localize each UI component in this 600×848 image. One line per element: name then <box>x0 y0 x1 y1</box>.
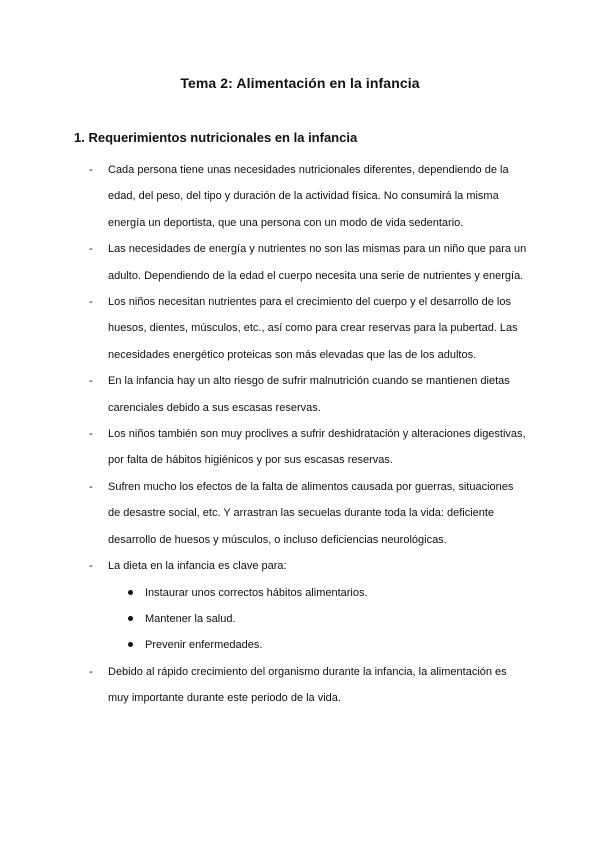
sub-list-item <box>0 580 600 606</box>
list-item-text: En la infancia hay un alto riesgo de sufrir malnutrición cuando se mantienen dietas carenciales debido a sus escasas reservas. <box>108 375 510 414</box>
sub-list-item-text: Mantener la salud. <box>145 612 236 625</box>
list-item <box>0 474 600 553</box>
dash-marker: - <box>89 428 93 441</box>
list-item-text: Debido al rápido crecimiento del organismo durante la infancia, la alimentación es muy importante durante este periodo de la vida. <box>108 665 507 705</box>
list-item <box>0 421 600 474</box>
list-item <box>0 659 600 712</box>
list-item <box>0 368 600 421</box>
list-item <box>0 289 600 368</box>
dash-marker: - <box>89 375 93 388</box>
diet-goals-list <box>0 580 600 659</box>
bullet-dot-icon <box>128 590 133 595</box>
document-title: Tema 2: Alimentación en la infancia <box>180 75 420 91</box>
sub-list-item <box>0 632 600 658</box>
bullet-dot-icon <box>128 642 133 647</box>
section-heading: 1. Requerimientos nutricionales en la infancia <box>74 130 358 145</box>
list-item-text: Las necesidades de energía y nutrientes no son las mismas para un niño que para un adulto. Dependiendo de la edad el cuerpo necesita una serie de nutrientes y energía. <box>108 243 527 282</box>
sub-list-item <box>0 606 600 632</box>
sub-list-item-text: Instaurar unos correctos hábitos alimentarios. <box>145 586 368 599</box>
dash-marker: - <box>89 243 93 256</box>
list-item-text: La dieta en la infancia es clave para: <box>108 560 287 573</box>
list-item-text: Cada persona tiene unas necesidades nutricionales diferentes, dependiendo de la edad, del peso, del tipo y duración de la actividad física. No consumirá la misma energía un deportista, que una persona con un modo de vida sedentario. <box>108 164 509 229</box>
list-item <box>0 157 600 236</box>
dash-marker: - <box>89 665 93 678</box>
requirements-list <box>0 157 600 712</box>
list-item-text: Los niños necesitan nutrientes para el crecimiento del cuerpo y el desarrollo de los huesos, dientes, músculos, etc., así como para crear reservas para la pubertad. Las necesidades energético proteicas son más elevadas que las de los adultos. <box>108 296 518 361</box>
list-item <box>0 553 600 659</box>
dash-marker: - <box>89 296 93 309</box>
list-item-text: Los niños también son muy proclives a sufrir deshidratación y alteraciones digestivas, por falta de hábitos higiénicos y por sus escasas reservas. <box>108 428 526 467</box>
dash-marker: - <box>89 480 93 493</box>
sub-list-item-text: Prevenir enfermedades. <box>145 639 263 652</box>
dash-marker: - <box>89 560 93 573</box>
bullet-dot-icon <box>128 616 133 621</box>
list-item <box>0 236 600 289</box>
list-item-text: Sufren mucho los efectos de la falta de alimentos causada por guerras, situaciones de desastre social, etc. Y arrastran las secuelas durante toda la vida: deficiente desarrollo de huesos y músculos, o incluso deficiencias neurológicas. <box>108 480 514 546</box>
dash-marker: - <box>89 164 93 176</box>
